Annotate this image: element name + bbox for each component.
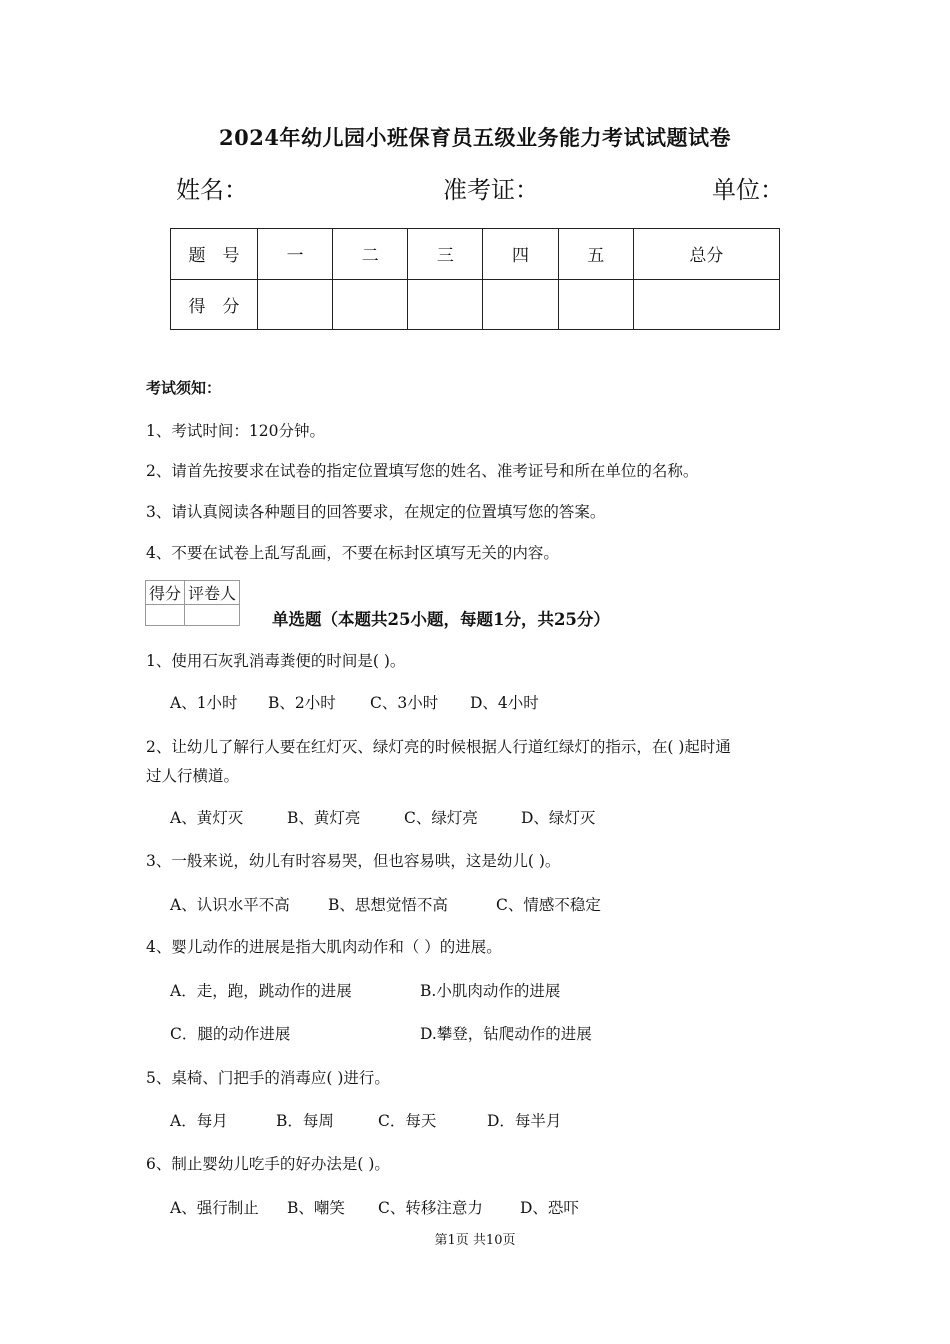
grader-score-label: 得分 bbox=[146, 581, 185, 605]
option[interactable]: A．每月 bbox=[170, 1112, 228, 1130]
score-input-cell[interactable] bbox=[558, 279, 633, 330]
score-input-cell[interactable] bbox=[483, 279, 558, 330]
option[interactable]: B．每周 bbox=[276, 1112, 334, 1130]
option[interactable]: C、绿灯亮 bbox=[404, 809, 478, 827]
option[interactable]: C、3小时 bbox=[370, 694, 439, 712]
option[interactable]: B、思想觉悟不高 bbox=[328, 896, 448, 914]
notice-item: 2、请首先按要求在试卷的指定位置填写您的姓名、准考证号和所在单位的名称。 bbox=[146, 462, 699, 480]
score-table-cell: 四 bbox=[483, 229, 558, 280]
page-footer: 第1页 共10页 bbox=[434, 1233, 516, 1248]
grader-box bbox=[145, 580, 240, 626]
option[interactable]: B、2小时 bbox=[268, 694, 336, 712]
score-table-cell: 二 bbox=[333, 229, 408, 280]
page-title: 2024年幼儿园小班保育员五级业务能力考试试题试卷 bbox=[219, 125, 731, 150]
score-input-cell[interactable] bbox=[333, 279, 408, 330]
question-stem: 6、制止婴幼儿吃手的好办法是( )。 bbox=[146, 1155, 390, 1173]
option[interactable]: A、1小时 bbox=[170, 694, 238, 712]
option[interactable]: A、强行制止 bbox=[170, 1199, 259, 1217]
score-input-cell[interactable] bbox=[258, 279, 333, 330]
name-label: 姓名： bbox=[176, 176, 248, 204]
notice-item: 3、请认真阅读各种题目的回答要求，在规定的位置填写您的答案。 bbox=[146, 503, 606, 521]
score-table-cell: 五 bbox=[558, 229, 633, 280]
option[interactable]: C．每天 bbox=[378, 1112, 437, 1130]
notice-heading: 考试须知： bbox=[146, 379, 222, 397]
option[interactable]: C、情感不稳定 bbox=[496, 896, 601, 914]
option[interactable]: C、转移注意力 bbox=[378, 1199, 483, 1217]
question-stem-continued: 过人行横道。 bbox=[146, 767, 240, 785]
option[interactable]: D．每半月 bbox=[487, 1112, 562, 1130]
option[interactable]: D.攀登，钻爬动作的进展 bbox=[420, 1025, 592, 1043]
unit-label: 单位： bbox=[712, 176, 784, 204]
option[interactable]: A、黄灯灭 bbox=[170, 809, 244, 827]
option[interactable]: B、嘲笑 bbox=[287, 1199, 345, 1217]
exam-id-label: 准考证： bbox=[443, 176, 539, 204]
score-table-score-row bbox=[171, 279, 780, 330]
question-stem: 4、婴儿动作的进展是指大肌肉动作和（ ）的进展。 bbox=[146, 938, 502, 956]
score-table-cell: 总分 bbox=[633, 229, 779, 280]
question-stem: 5、桌椅、门把手的消毒应( )进行。 bbox=[146, 1069, 390, 1087]
option[interactable]: B.小肌肉动作的进展 bbox=[420, 982, 561, 1000]
question-stem: 3、一般来说，幼儿有时容易哭，但也容易哄，这是幼儿( )。 bbox=[146, 852, 561, 870]
question-stem: 1、使用石灰乳消毒粪便的时间是( )。 bbox=[146, 652, 406, 670]
grader-reviewer-label: 评卷人 bbox=[185, 581, 240, 605]
notice-item: 1、考试时间：120分钟。 bbox=[146, 422, 325, 440]
score-table-cell: 题 号 bbox=[171, 229, 258, 280]
question-stem: 2、让幼儿了解行人要在红灯灭、绿灯亮的时候根据人行道红绿灯的指示，在( )起时通 bbox=[146, 738, 731, 756]
option[interactable]: D、4小时 bbox=[470, 694, 539, 712]
section-title: 单选题（本题共25小题，每题1分，共25分） bbox=[272, 610, 610, 629]
grader-score-cell[interactable] bbox=[146, 605, 185, 626]
notice-item: 4、不要在试卷上乱写乱画，不要在标封区填写无关的内容。 bbox=[146, 544, 559, 562]
score-table-cell: 三 bbox=[408, 229, 483, 280]
option[interactable]: B、黄灯亮 bbox=[287, 809, 361, 827]
option[interactable]: A、认识水平不高 bbox=[170, 896, 290, 914]
score-table-cell: 一 bbox=[258, 229, 333, 280]
option[interactable]: D、绿灯灭 bbox=[521, 809, 596, 827]
score-input-cell[interactable] bbox=[633, 279, 779, 330]
grader-reviewer-cell[interactable] bbox=[185, 605, 240, 626]
option[interactable]: D、恐吓 bbox=[520, 1199, 579, 1217]
score-input-cell[interactable] bbox=[408, 279, 483, 330]
option[interactable]: C．腿的动作进展 bbox=[170, 1025, 291, 1043]
option[interactable]: A．走，跑，跳动作的进展 bbox=[170, 982, 352, 1000]
score-table bbox=[170, 228, 780, 330]
score-table-cell: 得 分 bbox=[171, 279, 258, 330]
score-table-header-row bbox=[171, 229, 780, 280]
